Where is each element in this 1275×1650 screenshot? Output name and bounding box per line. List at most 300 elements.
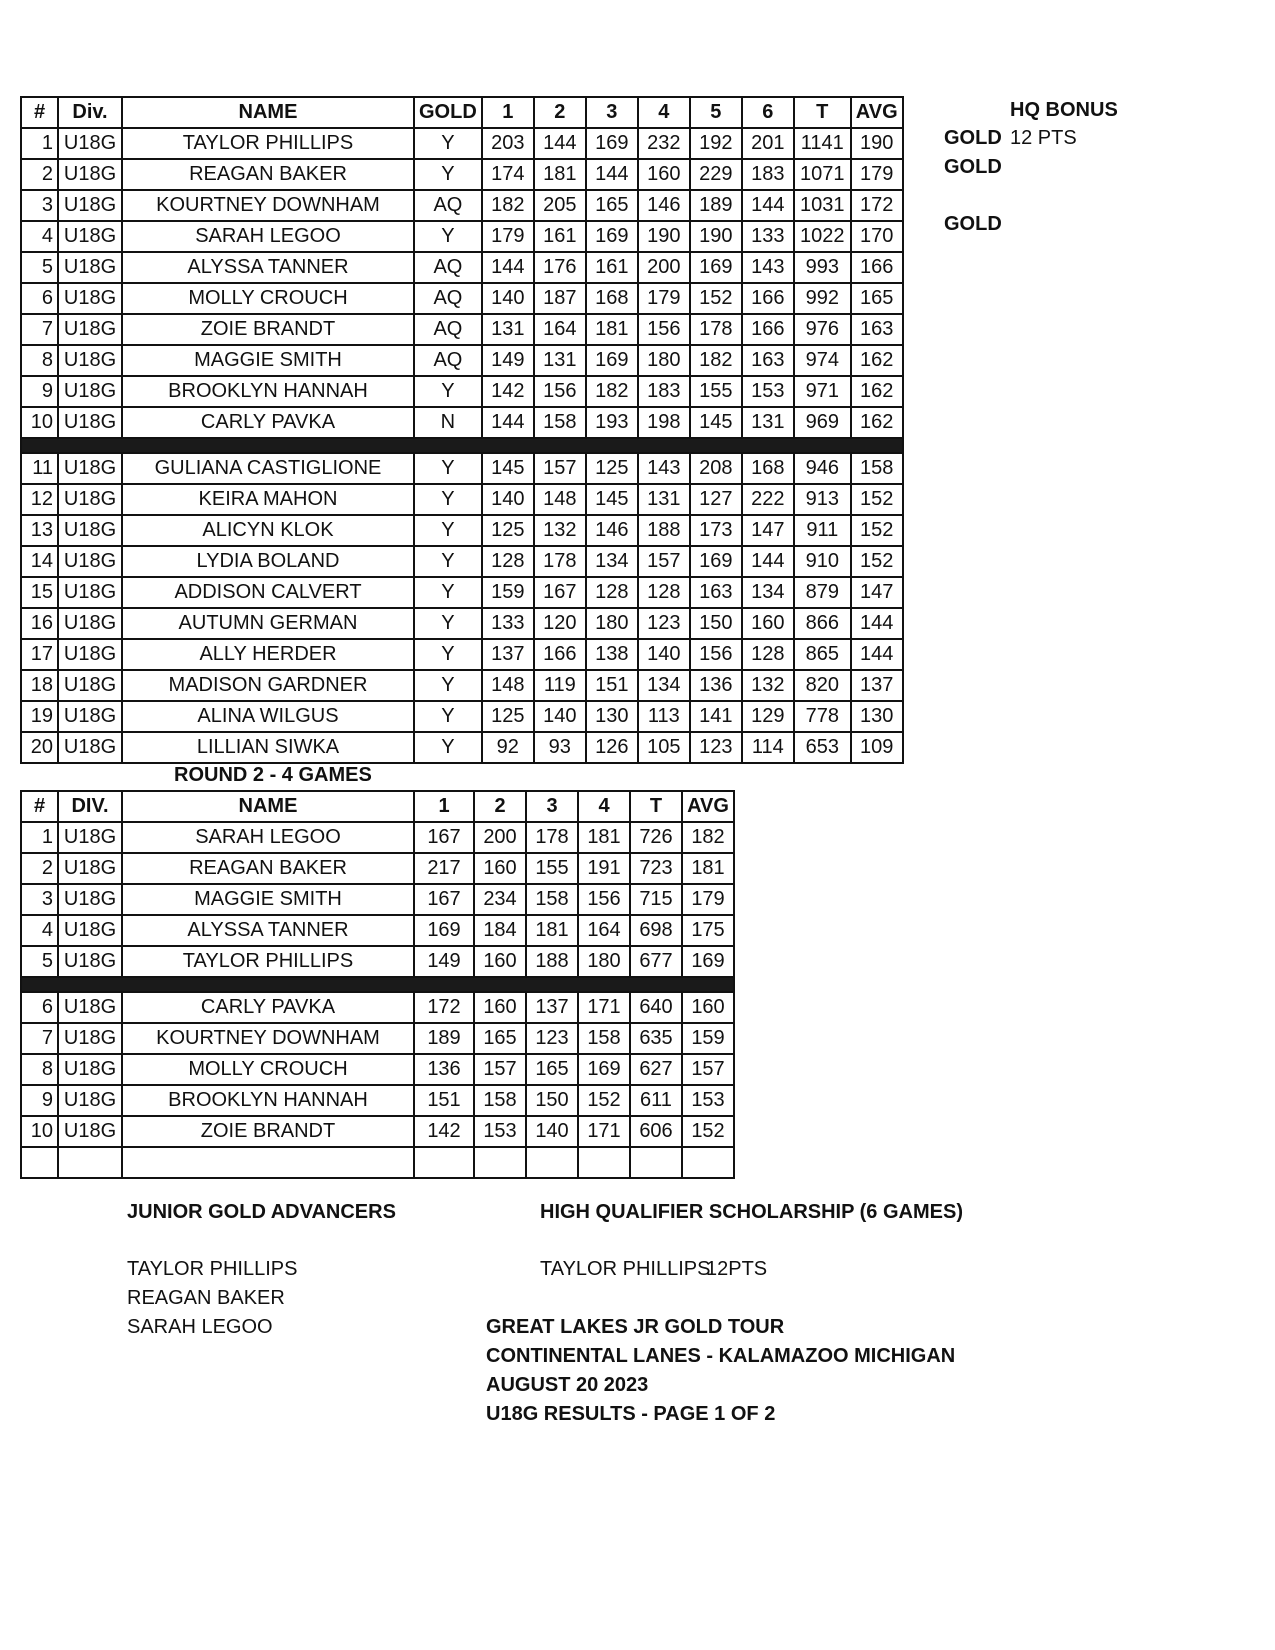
table-cell: 152	[690, 283, 742, 314]
table-cell: 169	[414, 915, 474, 946]
player-name: BROOKLYN HANNAH	[122, 376, 414, 407]
round2-results-table	[20, 790, 735, 1179]
table-cell: 976	[794, 314, 851, 345]
table-cell: 910	[794, 546, 851, 577]
table-cell: 189	[690, 190, 742, 221]
table-cell: Y	[414, 128, 482, 159]
table-cell: U18G	[58, 853, 122, 884]
table-cell: 125	[482, 701, 534, 732]
table-cell: 119	[534, 670, 586, 701]
table-row	[21, 376, 903, 407]
table-cell: 178	[690, 314, 742, 345]
table-cell: 153	[742, 376, 794, 407]
column-header: AVG	[851, 97, 903, 128]
table-cell: 166	[742, 283, 794, 314]
divider-bar	[21, 438, 903, 453]
table-cell: 178	[526, 822, 578, 853]
table-cell: 132	[742, 670, 794, 701]
table-cell: 128	[742, 639, 794, 670]
table-cell: 165	[526, 1054, 578, 1085]
table-cell: 176	[534, 252, 586, 283]
table-row	[21, 345, 903, 376]
table-cell: U18G	[58, 1054, 122, 1085]
table-cell: 911	[794, 515, 851, 546]
table-cell: 1022	[794, 221, 851, 252]
table-cell: 19	[21, 701, 58, 732]
table-cell: 179	[638, 283, 690, 314]
table-cell: 137	[482, 639, 534, 670]
table-cell: 181	[534, 159, 586, 190]
table-cell: Y	[414, 608, 482, 639]
table-cell: Y	[414, 639, 482, 670]
table-cell: 138	[586, 639, 638, 670]
table-cell: 217	[414, 853, 474, 884]
table-cell	[58, 1147, 122, 1178]
table-cell: 16	[21, 608, 58, 639]
table-cell: 189	[414, 1023, 474, 1054]
table-row	[21, 252, 903, 283]
table-row	[21, 407, 903, 438]
player-name: KEIRA MAHON	[122, 484, 414, 515]
table-cell	[682, 1147, 734, 1178]
table-cell: 155	[526, 853, 578, 884]
player-name: ALLY HERDER	[122, 639, 414, 670]
table-cell: 169	[690, 252, 742, 283]
table-cell: 152	[851, 546, 903, 577]
table-cell: 130	[851, 701, 903, 732]
table-cell: U18G	[58, 221, 122, 252]
table-cell: 155	[690, 376, 742, 407]
table-cell: 188	[638, 515, 690, 546]
gold-flag: GOLD	[944, 213, 1002, 235]
table-cell: 11	[21, 453, 58, 484]
qualifying-results-table	[20, 96, 904, 764]
table-cell: 157	[638, 546, 690, 577]
table-cell: 120	[534, 608, 586, 639]
table-cell: U18G	[58, 283, 122, 314]
table-cell: 180	[638, 345, 690, 376]
table-cell: 148	[482, 670, 534, 701]
table-cell: 4	[21, 915, 58, 946]
table-cell: 15	[21, 577, 58, 608]
table-cell: Y	[414, 453, 482, 484]
table-row	[21, 1116, 734, 1147]
table-row	[21, 190, 903, 221]
scholarship-title: HIGH QUALIFIER SCHOLARSHIP (6 GAMES)	[540, 1201, 963, 1223]
table-cell: 169	[586, 221, 638, 252]
table-cell: 993	[794, 252, 851, 283]
table-cell: 611	[630, 1085, 682, 1116]
table-cell: 157	[534, 453, 586, 484]
table-cell: 180	[578, 946, 630, 977]
table-cell: 13	[21, 515, 58, 546]
table-cell: 160	[638, 159, 690, 190]
table-cell: 178	[534, 546, 586, 577]
table-cell: 156	[690, 639, 742, 670]
table-cell: U18G	[58, 407, 122, 438]
table-row	[21, 992, 734, 1023]
table-cell: 183	[638, 376, 690, 407]
table-cell: 8	[21, 345, 58, 376]
advancer-name: TAYLOR PHILLIPS	[127, 1258, 298, 1280]
table-cell: 146	[638, 190, 690, 221]
player-name: ALICYN KLOK	[122, 515, 414, 546]
table-cell: 205	[534, 190, 586, 221]
table-cell: 166	[851, 252, 903, 283]
table-cell: 123	[690, 732, 742, 763]
table-cell: U18G	[58, 884, 122, 915]
table-cell: 105	[638, 732, 690, 763]
divider-bar	[21, 977, 734, 992]
table-row	[21, 1023, 734, 1054]
table-cell: 971	[794, 376, 851, 407]
table-cell: 172	[414, 992, 474, 1023]
player-name: CARLY PAVKA	[122, 407, 414, 438]
player-name: MOLLY CROUCH	[122, 1054, 414, 1085]
table-cell: 163	[742, 345, 794, 376]
table-cell: Y	[414, 376, 482, 407]
table-row	[21, 884, 734, 915]
table-cell: Y	[414, 546, 482, 577]
table-cell: U18G	[58, 345, 122, 376]
table-cell: 123	[638, 608, 690, 639]
column-header: 3	[586, 97, 638, 128]
page-label: U18G RESULTS - PAGE 1 OF 2	[486, 1403, 776, 1425]
column-header: T	[630, 791, 682, 822]
table-cell: 133	[482, 608, 534, 639]
table-cell: U18G	[58, 608, 122, 639]
table-cell: 635	[630, 1023, 682, 1054]
table-cell: AQ	[414, 252, 482, 283]
table-cell: 136	[414, 1054, 474, 1085]
player-name: GULIANA CASTIGLIONE	[122, 453, 414, 484]
table-cell: 160	[474, 853, 526, 884]
player-name: KOURTNEY DOWNHAM	[122, 190, 414, 221]
table-cell: AQ	[414, 314, 482, 345]
table-cell: 156	[534, 376, 586, 407]
scholarship-winner: TAYLOR PHILLIPS	[540, 1258, 711, 1280]
table-cell: 5	[21, 946, 58, 977]
table-cell: U18G	[58, 670, 122, 701]
table-cell: 145	[690, 407, 742, 438]
table-cell: N	[414, 407, 482, 438]
table-cell: 140	[482, 283, 534, 314]
table-cell: 133	[742, 221, 794, 252]
table-cell: 127	[690, 484, 742, 515]
player-name: AUTUMN GERMAN	[122, 608, 414, 639]
table-cell: 162	[851, 376, 903, 407]
table-cell: 142	[482, 376, 534, 407]
column-header: DIV.	[58, 791, 122, 822]
table-cell: 159	[682, 1023, 734, 1054]
table-cell: 6	[21, 283, 58, 314]
player-name: REAGAN BAKER	[122, 853, 414, 884]
column-header: Div.	[58, 97, 122, 128]
table-cell: 151	[414, 1085, 474, 1116]
column-header: NAME	[122, 791, 414, 822]
player-name: SARAH LEGOO	[122, 822, 414, 853]
table-cell: 778	[794, 701, 851, 732]
table-cell: 182	[586, 376, 638, 407]
table-cell: 1	[21, 822, 58, 853]
column-header: T	[794, 97, 851, 128]
table-cell: 200	[638, 252, 690, 283]
table-cell: 17	[21, 639, 58, 670]
table-cell: 7	[21, 1023, 58, 1054]
table-row	[21, 1085, 734, 1116]
table-cell: 677	[630, 946, 682, 977]
table-cell: 167	[414, 884, 474, 915]
table-cell: 130	[586, 701, 638, 732]
table-cell: 180	[586, 608, 638, 639]
table-cell: 913	[794, 484, 851, 515]
table-cell: 1141	[794, 128, 851, 159]
cutoff-divider	[21, 438, 903, 453]
table-cell: U18G	[58, 915, 122, 946]
table-cell: Y	[414, 159, 482, 190]
table-cell: 198	[638, 407, 690, 438]
column-header: AVG	[682, 791, 734, 822]
table-cell: Y	[414, 577, 482, 608]
advancers-title: JUNIOR GOLD ADVANCERS	[127, 1201, 396, 1223]
table-cell: 114	[742, 732, 794, 763]
table-cell: 4	[21, 221, 58, 252]
table-cell: 234	[474, 884, 526, 915]
table-cell: U18G	[58, 484, 122, 515]
table-row	[21, 853, 734, 884]
table-cell: 201	[742, 128, 794, 159]
table-cell: 14	[21, 546, 58, 577]
table-row	[21, 159, 903, 190]
table-row	[21, 546, 903, 577]
table-cell: 7	[21, 314, 58, 345]
table-cell: 128	[638, 577, 690, 608]
column-header: 5	[690, 97, 742, 128]
table-cell: AQ	[414, 283, 482, 314]
table-cell: U18G	[58, 946, 122, 977]
player-name: ALYSSA TANNER	[122, 252, 414, 283]
player-name: ZOIE BRANDT	[122, 1116, 414, 1147]
column-header: 3	[526, 791, 578, 822]
table-cell: 142	[414, 1116, 474, 1147]
column-header: #	[21, 791, 58, 822]
table-cell: 9	[21, 376, 58, 407]
table-cell: 160	[682, 992, 734, 1023]
player-name: LYDIA BOLAND	[122, 546, 414, 577]
table-cell: 137	[526, 992, 578, 1023]
player-name: MAGGIE SMITH	[122, 884, 414, 915]
table-cell: 149	[482, 345, 534, 376]
table-cell: 144	[482, 407, 534, 438]
table-cell: U18G	[58, 701, 122, 732]
player-name: TAYLOR PHILLIPS	[122, 946, 414, 977]
event-venue: CONTINENTAL LANES - KALAMAZOO MICHIGAN	[486, 1345, 956, 1367]
table-cell: 229	[690, 159, 742, 190]
table-cell: Y	[414, 670, 482, 701]
table-cell: 164	[534, 314, 586, 345]
table-cell: 181	[586, 314, 638, 345]
table-cell: 167	[414, 822, 474, 853]
table-cell: 143	[742, 252, 794, 283]
table-cell: 160	[474, 946, 526, 977]
column-header: 2	[474, 791, 526, 822]
table-cell	[526, 1147, 578, 1178]
scholarship-points: 12PTS	[706, 1258, 768, 1280]
player-name: KOURTNEY DOWNHAM	[122, 1023, 414, 1054]
table-cell: 222	[742, 484, 794, 515]
column-header: #	[21, 97, 58, 128]
table-cell: 113	[638, 701, 690, 732]
table-cell: 109	[851, 732, 903, 763]
table-cell: 132	[534, 515, 586, 546]
table-row	[21, 608, 903, 639]
table-cell: Y	[414, 484, 482, 515]
table-cell	[474, 1147, 526, 1178]
player-name: SARAH LEGOO	[122, 221, 414, 252]
table-cell: 147	[742, 515, 794, 546]
table-cell: 157	[474, 1054, 526, 1085]
table-cell: U18G	[58, 159, 122, 190]
player-name: LILLIAN SIWKA	[122, 732, 414, 763]
table-cell: 158	[534, 407, 586, 438]
table-cell: 179	[482, 221, 534, 252]
table-cell: 140	[638, 639, 690, 670]
table-cell: 140	[534, 701, 586, 732]
table-cell: 125	[586, 453, 638, 484]
table-row	[21, 221, 903, 252]
table-cell: 128	[586, 577, 638, 608]
table-cell: 190	[638, 221, 690, 252]
table-cell: 144	[534, 128, 586, 159]
table-cell: 143	[638, 453, 690, 484]
column-header: 1	[482, 97, 534, 128]
table-cell: 879	[794, 577, 851, 608]
table-cell: 188	[526, 946, 578, 977]
column-header: 4	[638, 97, 690, 128]
table-cell: 140	[482, 484, 534, 515]
table-cell: 144	[742, 190, 794, 221]
table-cell: U18G	[58, 822, 122, 853]
table-cell: U18G	[58, 453, 122, 484]
table-cell: Y	[414, 732, 482, 763]
table-cell: 136	[690, 670, 742, 701]
column-header: 4	[578, 791, 630, 822]
table-cell: 158	[526, 884, 578, 915]
table-cell: 171	[578, 992, 630, 1023]
table-cell: 10	[21, 1116, 58, 1147]
table-cell: 200	[474, 822, 526, 853]
table-cell: 18	[21, 670, 58, 701]
table-cell: 2	[21, 853, 58, 884]
table-cell: 1071	[794, 159, 851, 190]
table-cell: 969	[794, 407, 851, 438]
table-row	[21, 1147, 734, 1178]
table-cell: 144	[586, 159, 638, 190]
table-cell: 141	[690, 701, 742, 732]
table-cell: 20	[21, 732, 58, 763]
table-cell: 156	[578, 884, 630, 915]
table-cell: Y	[414, 701, 482, 732]
table-cell: 165	[586, 190, 638, 221]
table-cell: 182	[682, 822, 734, 853]
table-cell: 92	[482, 732, 534, 763]
advancer-name: REAGAN BAKER	[127, 1287, 285, 1309]
table-cell: U18G	[58, 1085, 122, 1116]
table-row	[21, 314, 903, 345]
table-row	[21, 822, 734, 853]
table-cell: 131	[638, 484, 690, 515]
table-cell: 190	[851, 128, 903, 159]
table-cell: 8	[21, 1054, 58, 1085]
table-cell: 190	[690, 221, 742, 252]
table-cell: 182	[482, 190, 534, 221]
table-row	[21, 639, 903, 670]
table-cell: 992	[794, 283, 851, 314]
table-cell: 182	[690, 345, 742, 376]
table-cell: 232	[638, 128, 690, 159]
table-cell: 174	[482, 159, 534, 190]
table-cell: 162	[851, 407, 903, 438]
table-cell: 134	[742, 577, 794, 608]
table-row	[21, 946, 734, 977]
table-cell: U18G	[58, 992, 122, 1023]
table-cell	[578, 1147, 630, 1178]
table-cell: 165	[851, 283, 903, 314]
table-cell: 193	[586, 407, 638, 438]
table-cell: 627	[630, 1054, 682, 1085]
hq-bonus-value: 12 PTS	[1010, 127, 1077, 149]
cutoff-divider	[21, 977, 734, 992]
table-row	[21, 701, 903, 732]
table-cell: 723	[630, 853, 682, 884]
table-cell: U18G	[58, 128, 122, 159]
table-cell: 172	[851, 190, 903, 221]
event-name: GREAT LAKES JR GOLD TOUR	[486, 1316, 785, 1338]
table-cell: U18G	[58, 1023, 122, 1054]
table-cell: 169	[690, 546, 742, 577]
table-cell: 12	[21, 484, 58, 515]
table-cell: 128	[482, 546, 534, 577]
table-cell: 2	[21, 159, 58, 190]
table-cell: 946	[794, 453, 851, 484]
table-cell: 148	[534, 484, 586, 515]
table-cell: 150	[526, 1085, 578, 1116]
table-cell: 175	[682, 915, 734, 946]
table-cell: 152	[851, 515, 903, 546]
table-cell: U18G	[58, 252, 122, 283]
table-cell: 184	[474, 915, 526, 946]
table-cell: U18G	[58, 577, 122, 608]
table-cell: Y	[414, 515, 482, 546]
table-cell: 974	[794, 345, 851, 376]
table-cell: 181	[526, 915, 578, 946]
table-cell: 3	[21, 190, 58, 221]
gold-flag: GOLD	[944, 127, 1002, 149]
player-name: CARLY PAVKA	[122, 992, 414, 1023]
player-name: MADISON GARDNER	[122, 670, 414, 701]
table-cell: 171	[578, 1116, 630, 1147]
table-cell: 164	[578, 915, 630, 946]
advancer-name: SARAH LEGOO	[127, 1316, 273, 1338]
table-cell	[414, 1147, 474, 1178]
table-cell: 158	[474, 1085, 526, 1116]
table-cell: 640	[630, 992, 682, 1023]
table-cell: 144	[851, 608, 903, 639]
table-cell: 6	[21, 992, 58, 1023]
table-cell: 157	[682, 1054, 734, 1085]
player-name: ALYSSA TANNER	[122, 915, 414, 946]
table-cell: 653	[794, 732, 851, 763]
